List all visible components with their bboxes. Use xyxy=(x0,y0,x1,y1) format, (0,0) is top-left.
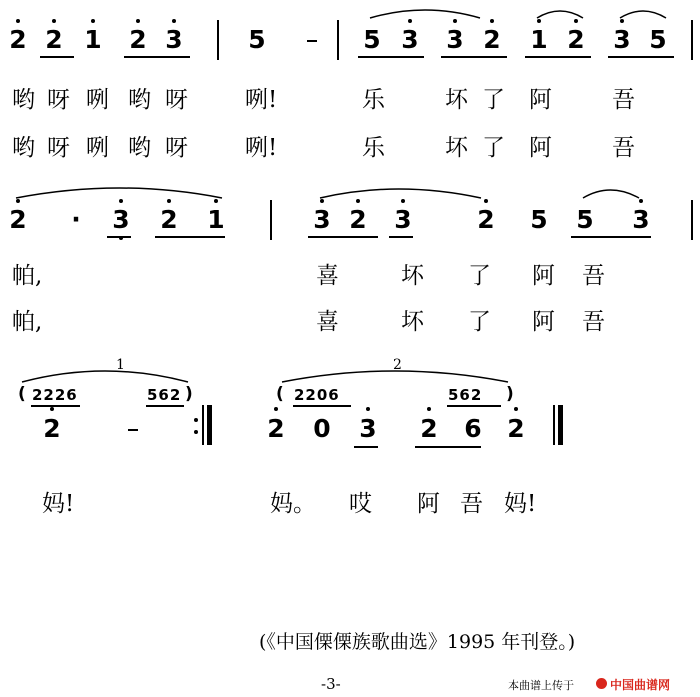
note: 0 xyxy=(313,414,331,443)
lyric: 咧! xyxy=(245,135,278,161)
small-notes: 562 xyxy=(147,386,182,404)
lyric: 阿 xyxy=(532,263,555,289)
note: 2 xyxy=(45,25,63,54)
site-logo-text[interactable]: 中国曲谱网 xyxy=(610,678,671,692)
lyric: 哟 xyxy=(12,135,35,161)
note: 5 xyxy=(248,25,266,54)
note: 2 xyxy=(420,414,438,443)
lyric: 哎 xyxy=(349,491,372,517)
lyric: 呀 xyxy=(165,87,188,113)
slur xyxy=(320,189,481,198)
lyric: 乐 xyxy=(362,135,385,161)
lyric: 了 xyxy=(468,309,491,335)
paren-close: ) xyxy=(185,384,194,404)
citation: (《中国傈傈族歌曲选》1995 年刊登。) xyxy=(259,631,576,653)
note: 3 xyxy=(359,414,377,443)
lyric: 帕, xyxy=(12,309,43,335)
note: 2 xyxy=(349,205,367,234)
note: 2 xyxy=(477,205,495,234)
note: 3 xyxy=(394,205,412,234)
lyric: 呀 xyxy=(47,87,70,113)
lyric: 喜 xyxy=(316,263,339,289)
lyric: 乐 xyxy=(362,87,385,113)
note: 3 xyxy=(313,205,331,234)
lyric: 阿 xyxy=(529,135,552,161)
note: 5 xyxy=(576,205,594,234)
note: 2 xyxy=(9,25,27,54)
note: 2 xyxy=(43,414,61,443)
page-number: -3- xyxy=(321,675,341,693)
lyric: 哟 xyxy=(128,87,151,113)
lyric: 了 xyxy=(482,87,505,113)
lyric: 哟 xyxy=(12,87,35,113)
slur xyxy=(620,11,666,18)
note: 5 xyxy=(649,25,667,54)
ending-2-arc xyxy=(282,371,508,382)
paren-close: ) xyxy=(506,384,515,404)
note: 3 xyxy=(401,25,419,54)
upload-note: 本曲谱上传于 xyxy=(508,679,574,692)
ending-2-label: 2 xyxy=(393,357,402,373)
lyric: 呀 xyxy=(47,135,70,161)
lyric: 咧 xyxy=(86,87,109,113)
note: 2 xyxy=(507,414,525,443)
lyric: 了 xyxy=(482,135,505,161)
lyric: 吾 xyxy=(612,87,635,113)
note: 1 xyxy=(84,25,102,54)
lyric: 妈! xyxy=(504,491,537,517)
lyric: 吾 xyxy=(582,263,605,289)
lyric: 阿 xyxy=(417,491,440,517)
note: 2 xyxy=(160,205,178,234)
lyric: 呀 xyxy=(165,135,188,161)
lyric: 坏 xyxy=(445,87,468,113)
note: 2 xyxy=(129,25,147,54)
slur xyxy=(537,11,583,18)
slur xyxy=(370,10,480,18)
small-notes: 2226 xyxy=(32,386,78,404)
note: 3 xyxy=(632,205,650,234)
slur xyxy=(16,188,222,198)
note: 3 xyxy=(112,205,130,234)
lyric: 吾 xyxy=(460,491,483,517)
paren-open: ( xyxy=(18,384,27,404)
note: 1 xyxy=(530,25,548,54)
note: 5 xyxy=(530,205,548,234)
lyric: 阿 xyxy=(532,309,555,335)
note: 3 xyxy=(446,25,464,54)
note: · xyxy=(71,205,81,234)
paren-open: ( xyxy=(276,384,285,404)
note: 2 xyxy=(483,25,501,54)
lyric: 吾 xyxy=(612,135,635,161)
note: 5 xyxy=(363,25,381,54)
note: 2 xyxy=(9,205,27,234)
ending-1-arc xyxy=(22,371,188,382)
lyric: 哟 xyxy=(128,135,151,161)
ending-1-label: 1 xyxy=(116,357,125,373)
lyric: 妈! xyxy=(42,491,75,517)
note: 1 xyxy=(207,205,225,234)
note: 6 xyxy=(464,414,482,443)
lyric: 咧! xyxy=(245,87,278,113)
lyric: 吾 xyxy=(582,309,605,335)
lyric: 坏 xyxy=(445,135,468,161)
lyric: 阿 xyxy=(529,87,552,113)
lyric: 喜 xyxy=(316,309,339,335)
slur xyxy=(583,190,639,198)
note: 2 xyxy=(567,25,585,54)
note: 2 xyxy=(267,414,285,443)
lyric: 咧 xyxy=(86,135,109,161)
lyric: 帕, xyxy=(12,263,43,289)
lyric: 了 xyxy=(468,263,491,289)
note: 3 xyxy=(613,25,631,54)
note: 3 xyxy=(165,25,183,54)
lyric: 坏 xyxy=(401,309,424,335)
small-notes: 2206 xyxy=(294,386,340,404)
lyric: 坏 xyxy=(401,263,424,289)
site-logo-icon xyxy=(596,678,607,689)
lyric: 妈。 xyxy=(270,491,316,517)
small-notes: 562 xyxy=(448,386,483,404)
